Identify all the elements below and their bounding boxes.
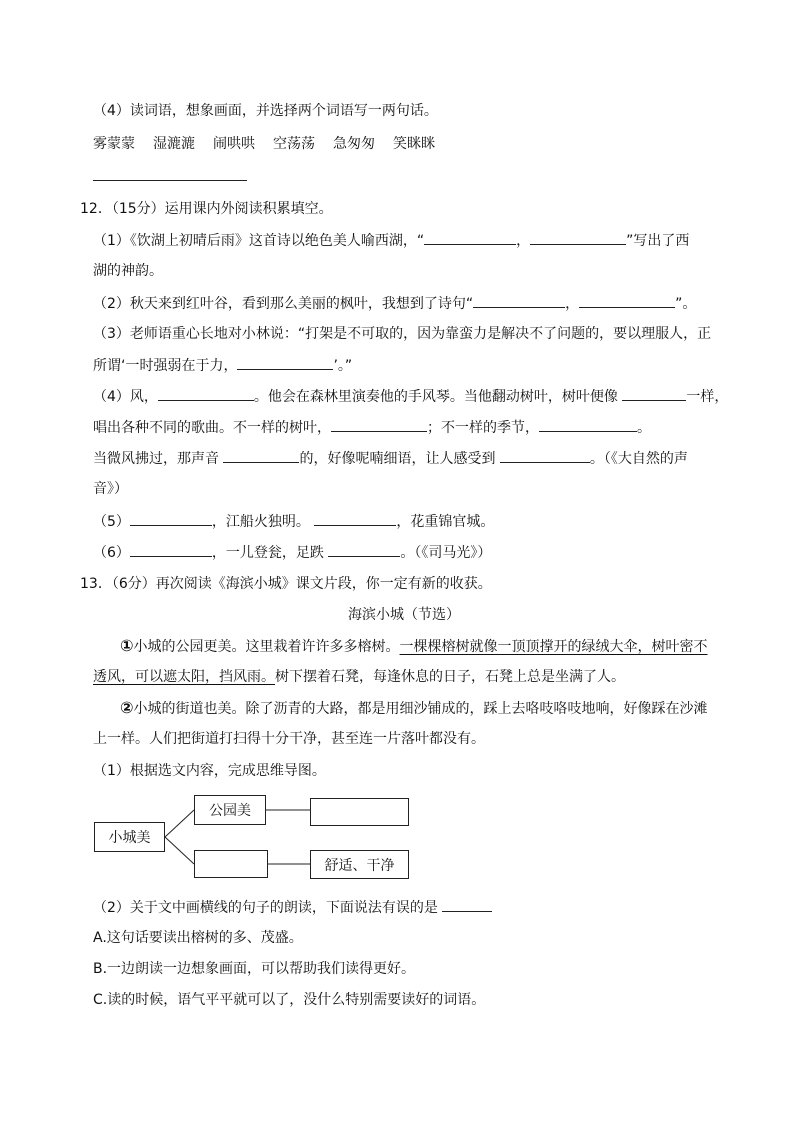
word-item: 闹哄哄 [213,136,255,152]
q12-4-text: （4）风， [93,389,158,405]
q12-3-line1: （3）老师语重心长地对小林说：“打架是不可取的，因为靠蛮力是解决不了问题的，要以理服人，正 [93,326,712,342]
q12-4-line4: 音》） [93,481,128,497]
q12-4-text: 的，好像呢喃细语，让人感受到 [299,451,496,467]
paragraph-number: ② [120,698,134,717]
word-item: 湿漉漉 [153,136,195,152]
passage-paragraph-2-line2: 上一样。人们把街道打扫得十分干净，甚至连一片落叶都没有。 [93,731,485,747]
option-b[interactable]: B.一边朗读一边想象画面，可以帮助我们读得更好。 [93,961,416,977]
q12-4-text: 当微风拂过，那声音 [93,451,219,467]
word-item: 笑眯眯 [393,136,435,152]
q12-4-text: 唱出各种不同的歌曲。不一样的树叶， [93,420,331,436]
q12-3-text: ’。” [333,358,353,374]
passage-title: 海滨小城（节选） [348,607,460,623]
q12-1-text: ”写出了西 [626,233,690,249]
q12-6-text: 。（《司马光》） [400,545,492,561]
q13-1-prompt: （1）根据选文内容，完成思维导图。 [93,763,326,779]
mind-map-blank-2[interactable] [194,850,268,878]
mind-map-root: 小城美 [94,822,165,852]
q12-6-text: （6） [93,545,130,561]
q13-header: 13．（6分）再次阅读《海滨小城》课文片段，你一定有新的收获。 [80,576,492,592]
q12-5-text: ，江船火独明。 [211,514,310,530]
q12-1-line2: 湖的神韵。 [93,263,163,279]
mind-map-leaf-clean: 舒适、干净 [310,850,409,879]
q13-2-text: （2）关于文中画横线的句子的朗读，下面说法有误的是 [93,900,438,916]
paragraph-text: 树下摆着石凳，每逢休息的日子，石凳上总是坐满了人。 [275,669,625,685]
paragraph-text: 小城的公园更美。这里栽着许许多多榕树。 [133,639,400,655]
answer-blank[interactable] [442,897,492,912]
word-item: 空荡荡 [273,136,315,152]
underlined-sentence: 透风，可以遮太阳，挡风雨。 [93,669,275,685]
mind-map-branch-park: 公园美 [194,795,266,825]
comma: ， [516,233,531,249]
q12-2-text: ”。 [675,296,697,312]
q12-5-text: ，花重锦官城。 [396,514,495,530]
q12-3-text: 所谓‘一时强弱在于力， [93,358,238,374]
word-item: 急匆匆 [333,136,375,152]
paragraph-number: ① [120,636,134,655]
mind-map-blank-1[interactable] [310,798,409,826]
word-item: 雾蒙蒙 [93,136,135,152]
q12-1-text: （1）《饮湖上初晴后雨》这首诗以绝色美人喻西湖，“ [93,233,425,249]
comma: ， [565,296,580,312]
q13-2-prompt [93,897,492,918]
q12-4-text: ；不一样的季节， [427,420,539,436]
q12-header: 12．（15分）运用课内外阅读积累填空。 [80,201,333,217]
option-a[interactable]: A.这句话要读出榕树的多、茂盛。 [93,930,303,946]
q12-4-text: 一样， [686,389,729,405]
q12-2-text: （2）秋天来到红叶谷，看到那么美丽的枫叶，我想到了诗句“ [93,296,474,312]
q11-4-prompt: （4）读词语，想象画面，并选择两个词语写一两句话。 [93,103,438,119]
q12-4-text: 。他会在森林里演奏他的手风琴。当他翻动树叶，树叶便像 [253,389,618,405]
underlined-sentence: 一棵棵榕树就像一顶顶撑开的绿绒大伞，树叶密不 [399,639,708,655]
q12-6-text: ，一儿登瓮，足跌 [211,545,324,561]
q12-5-text: （5） [93,514,130,530]
q12-4-text: 。（《大自然的声 [589,451,688,467]
option-c[interactable]: C.读的时候，语气平平就可以了，没什么特别需要读好的词语。 [93,992,486,1008]
q12-4-text: 。 [637,420,651,436]
paragraph-text: 小城的街道也美。除了沥青的大路，都是用细沙铺成的，踩上去咯吱咯吱地响，好像踩在沙滩 [133,701,708,717]
